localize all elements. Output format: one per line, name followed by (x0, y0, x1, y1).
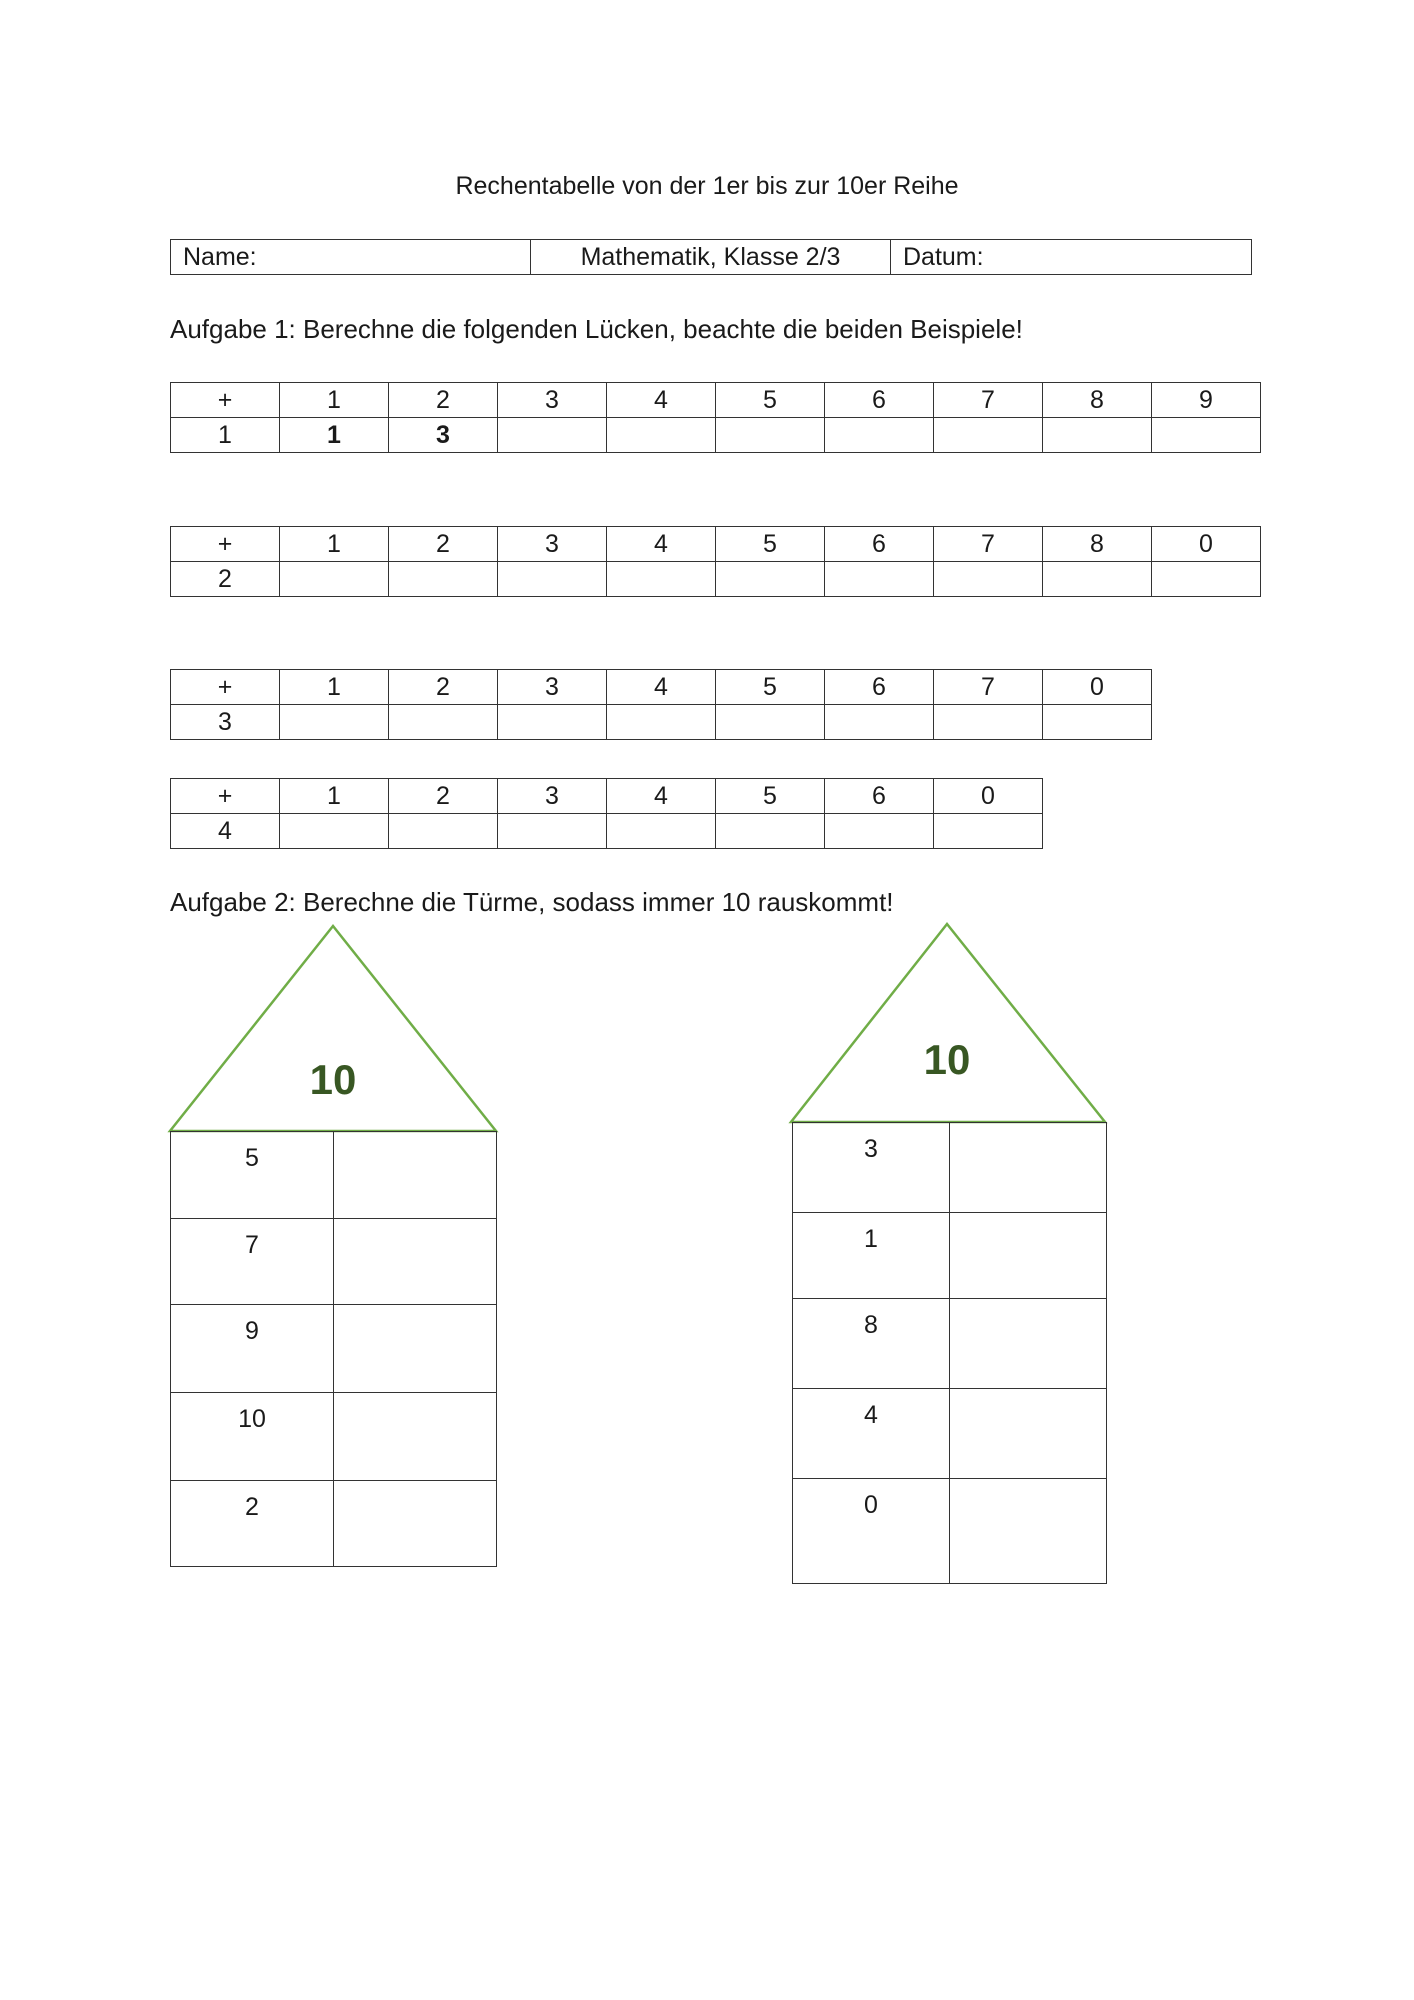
tower-value-cell: 8 (793, 1299, 950, 1389)
tower-value-cell: 9 (171, 1305, 334, 1393)
answer-cell[interactable] (1043, 562, 1152, 597)
column-header-cell: 4 (607, 670, 716, 705)
tower-answer-cell[interactable] (950, 1299, 1107, 1389)
tower-value-cell: 1 (793, 1213, 950, 1299)
operator-cell: + (171, 527, 280, 562)
column-header-cell: 5 (716, 383, 825, 418)
answer-cell[interactable] (280, 705, 389, 740)
column-header-cell: 6 (825, 527, 934, 562)
row-label-cell: 4 (171, 814, 280, 849)
answer-cell[interactable]: 3 (389, 418, 498, 453)
column-header-cell: 8 (1043, 383, 1152, 418)
column-header-cell: 2 (389, 779, 498, 814)
column-header-cell: 2 (389, 527, 498, 562)
answer-cell[interactable] (607, 418, 716, 453)
answer-cell[interactable] (825, 418, 934, 453)
column-header-cell: 0 (1152, 527, 1261, 562)
page-title: Rechentabelle von der 1er bis zur 10er Reihe (455, 172, 959, 200)
answer-cell[interactable] (280, 814, 389, 849)
tower-answer-cell[interactable] (334, 1132, 497, 1219)
column-header-cell: 9 (1152, 383, 1261, 418)
answer-cell[interactable] (389, 814, 498, 849)
task1-instruction: Aufgabe 1: Berechne die folgenden Lücken, beachte die beiden Beispiele! (170, 314, 1023, 344)
column-header-cell: 3 (498, 383, 607, 418)
column-header-cell: 6 (825, 670, 934, 705)
row-label-cell: 3 (171, 705, 280, 740)
answer-cell[interactable] (498, 562, 607, 597)
answer-cell[interactable] (498, 418, 607, 453)
column-header-cell: 3 (498, 779, 607, 814)
answer-cell[interactable] (280, 562, 389, 597)
tower-value-cell: 5 (171, 1132, 334, 1219)
answer-cell[interactable] (498, 705, 607, 740)
column-header-cell: 4 (607, 383, 716, 418)
column-header-cell: 7 (934, 527, 1043, 562)
answer-cell[interactable] (1043, 418, 1152, 453)
answer-cell[interactable] (825, 705, 934, 740)
addition-table (170, 382, 1261, 453)
roof-2 (789, 922, 1109, 1127)
answer-cell[interactable]: 1 (280, 418, 389, 453)
column-header-cell: 7 (934, 670, 1043, 705)
answer-cell[interactable] (716, 562, 825, 597)
roof-number-1: 10 (309, 1056, 357, 1103)
row-label-cell: 1 (171, 418, 280, 453)
answer-cell[interactable] (1152, 562, 1261, 597)
column-header-cell: 1 (280, 779, 389, 814)
header-table (170, 239, 1252, 275)
tower-2-grid (792, 1122, 1107, 1584)
tower-1-grid (170, 1131, 497, 1567)
answer-cell[interactable] (716, 705, 825, 740)
column-header-cell: 7 (934, 383, 1043, 418)
column-header-cell: 8 (1043, 527, 1152, 562)
tower-value-cell: 2 (171, 1481, 334, 1567)
subject-cell: Mathematik, Klasse 2/3 (531, 240, 891, 275)
task2-instruction: Aufgabe 2: Berechne die Türme, sodass immer 10 rauskommt! (170, 887, 894, 917)
roof-number-2: 10 (923, 1036, 971, 1083)
column-header-cell: 5 (716, 527, 825, 562)
answer-cell[interactable] (389, 562, 498, 597)
answer-cell[interactable] (934, 814, 1043, 849)
answer-cell[interactable] (934, 705, 1043, 740)
answer-cell[interactable] (1043, 705, 1152, 740)
operator-cell: + (171, 779, 280, 814)
column-header-cell: 4 (607, 779, 716, 814)
answer-cell[interactable] (934, 418, 1043, 453)
tower-answer-cell[interactable] (950, 1479, 1107, 1584)
tower-answer-cell[interactable] (334, 1305, 497, 1393)
answer-cell[interactable] (607, 814, 716, 849)
column-header-cell: 0 (934, 779, 1043, 814)
column-header-cell: 5 (716, 670, 825, 705)
answer-cell[interactable] (1152, 418, 1261, 453)
column-header-cell: 6 (825, 383, 934, 418)
name-field[interactable]: Name: (171, 240, 531, 275)
tower-answer-cell[interactable] (334, 1393, 497, 1481)
tower-answer-cell[interactable] (334, 1481, 497, 1567)
tower-value-cell: 7 (171, 1219, 334, 1305)
column-header-cell: 1 (280, 670, 389, 705)
column-header-cell: 6 (825, 779, 934, 814)
column-header-cell: 3 (498, 527, 607, 562)
column-header-cell: 2 (389, 670, 498, 705)
tower-answer-cell[interactable] (950, 1213, 1107, 1299)
column-header-cell: 5 (716, 779, 825, 814)
tower-value-cell: 4 (793, 1389, 950, 1479)
addition-table (170, 778, 1043, 849)
tower-value-cell: 10 (171, 1393, 334, 1481)
operator-cell: + (171, 670, 280, 705)
column-header-cell: 4 (607, 527, 716, 562)
answer-cell[interactable] (389, 705, 498, 740)
column-header-cell: 0 (1043, 670, 1152, 705)
column-header-cell: 1 (280, 383, 389, 418)
answer-cell[interactable] (607, 562, 716, 597)
column-header-cell: 1 (280, 527, 389, 562)
tower-answer-cell[interactable] (950, 1389, 1107, 1479)
operator-cell: + (171, 383, 280, 418)
answer-cell[interactable] (934, 562, 1043, 597)
addition-table (170, 526, 1261, 597)
date-field[interactable]: Datum: (891, 240, 1252, 275)
row-label-cell: 2 (171, 562, 280, 597)
tower-answer-cell[interactable] (334, 1219, 497, 1305)
column-header-cell: 3 (498, 670, 607, 705)
addition-table (170, 669, 1152, 740)
answer-cell[interactable] (716, 418, 825, 453)
answer-cell[interactable] (607, 705, 716, 740)
answer-cell[interactable] (825, 814, 934, 849)
answer-cell[interactable] (716, 814, 825, 849)
answer-cell[interactable] (825, 562, 934, 597)
answer-cell[interactable] (498, 814, 607, 849)
tower-value-cell: 0 (793, 1479, 950, 1584)
tower-value-cell: 3 (793, 1123, 950, 1213)
tower-answer-cell[interactable] (950, 1123, 1107, 1213)
column-header-cell: 2 (389, 383, 498, 418)
